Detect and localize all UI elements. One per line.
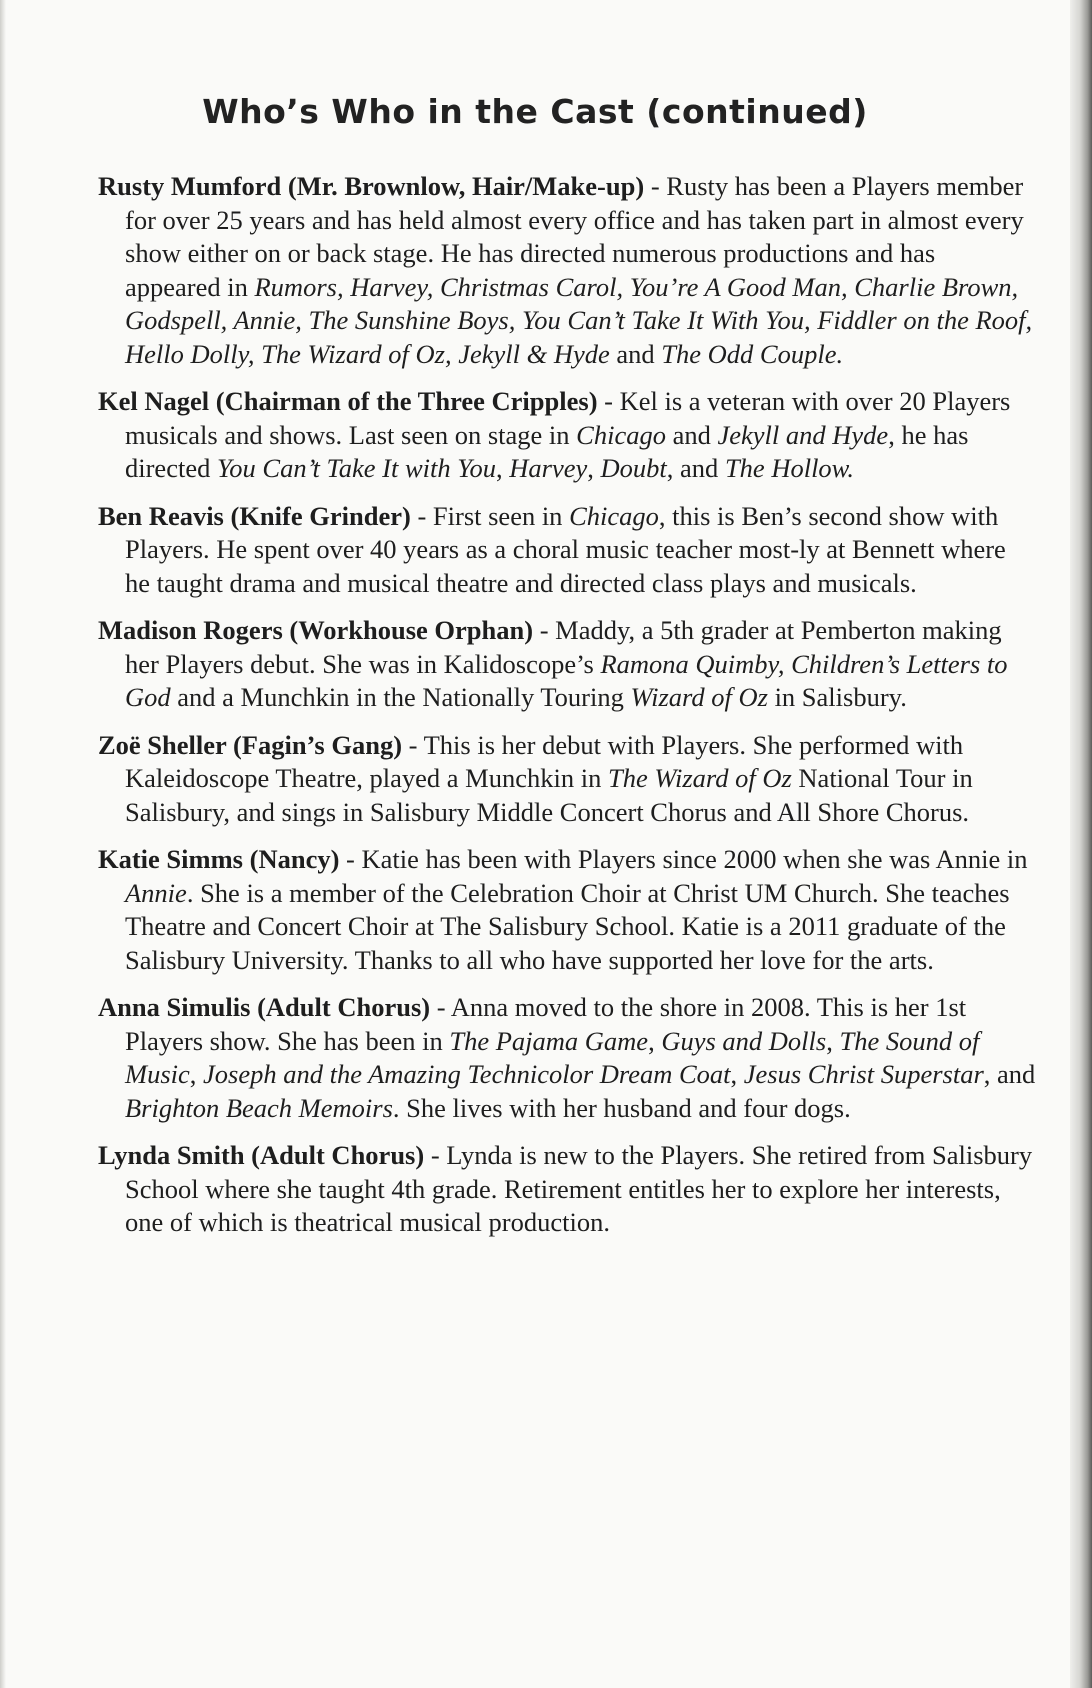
page-right-edge xyxy=(1070,0,1092,1688)
bio-text: , xyxy=(587,453,601,483)
cast-bio-entry xyxy=(98,385,1036,486)
cast-bio-entry xyxy=(98,729,1036,830)
bio-text: - This is her debut with Players. She performed with Kaleidoscope Theatre, played a Munchkin in xyxy=(125,729,964,793)
bio-title-text: The Odd Couple. xyxy=(661,338,844,369)
bio-text: . She lives with her husband and four dogs. xyxy=(392,1092,851,1123)
bio-text: - First seen in xyxy=(410,500,570,531)
cast-bio-entry xyxy=(98,500,1036,601)
bio-text: - Kel is a veteran with over 20 Players musicals and shows. Last seen on stage in xyxy=(125,386,1011,450)
bio-title-text: Annie xyxy=(125,877,187,908)
cast-member-name: Zoë Sheller (Fagin’s Gang) xyxy=(98,729,403,760)
cast-bio-entry xyxy=(98,1139,1036,1240)
bio-title-text: The Wizard of Oz xyxy=(607,763,792,793)
cast-member-name: Ben Reavis (Knife Grinder) xyxy=(98,500,411,531)
bio-title-text: Chicago xyxy=(576,419,666,450)
cast-bio-entry xyxy=(98,614,1036,715)
bio-text: - Maddy, a 5th grader at Pemberton making her Players debut. She was in Kalidoscope’s xyxy=(125,615,1002,679)
bio-title-text: The Hollow. xyxy=(724,453,855,483)
cast-member-name: Katie Simms (Nancy) xyxy=(98,844,340,874)
bio-text: , xyxy=(189,1059,204,1089)
cast-bio-list xyxy=(98,170,1036,1254)
bio-title-text: Joseph and the Amazing Technicolor Dream Coat xyxy=(203,1059,731,1089)
bio-text: National Tour in Salisbury, and sings in Salisbury Middle Concert Chorus and All Shore Chorus. xyxy=(125,763,973,827)
bio-title-text: Ramona Quimby, Children’s Letters to God xyxy=(125,648,1008,712)
bio-text: and xyxy=(665,419,718,450)
cast-bio-entry xyxy=(98,843,1036,977)
bio-title-text: Wizard of Oz xyxy=(630,682,768,712)
bio-text: - Katie has been with Players since 2000 when she was Annie in xyxy=(339,844,1028,874)
cast-bio-entry xyxy=(98,991,1036,1125)
bio-title-text: The Sound of Music xyxy=(125,1025,980,1089)
bio-title-text: Rumors, Harvey, Christmas Carol, You’re A Good Man, Charlie Brown, Godspell, Annie, The Sunshine Boys, You Can’t Take It With You, Fiddler on the Roof, Hello Dolly, The Wizard of Oz, Jekyll & Hyde xyxy=(125,271,1033,369)
page-left-edge xyxy=(0,0,6,1688)
bio-text: , and xyxy=(983,1059,1036,1089)
bio-title-text: You Can’t Take It with You xyxy=(216,453,497,483)
bio-text: , xyxy=(826,1025,840,1056)
cast-bio-entry xyxy=(98,170,1036,371)
bio-title-text: Doubt xyxy=(600,453,667,483)
bio-text: and a Munchkin in the Nationally Touring xyxy=(170,682,631,712)
cast-member-name: Madison Rogers (Workhouse Orphan) xyxy=(98,615,534,645)
bio-text: , xyxy=(730,1059,744,1089)
bio-text: - Anna moved to the shore in 2008. This is her 1st Players show. She has been in xyxy=(125,992,967,1056)
page-title: Who’s Who in the Cast (continued) xyxy=(202,92,868,131)
bio-text: - Rusty has been a Players member for over 25 years and has held almost every office and has taken part in almost every show either on or back stage. He has directed numerous productions and has appeared in xyxy=(125,171,1024,302)
cast-member-name: Anna Simulis (Adult Chorus) xyxy=(98,992,431,1022)
bio-title-text: Jesus Christ Superstar xyxy=(743,1059,984,1089)
cast-member-name: Rusty Mumford (Mr. Brownlow, Hair/Make-up) xyxy=(98,171,645,201)
bio-text: , and xyxy=(666,453,725,483)
bio-text: , xyxy=(496,453,510,483)
bio-text: - Lynda is new to the Players. She retired from Salisbury School where she taught 4th grade. Retirement entitles her to explore her interests, one of which is theatrical musical production. xyxy=(125,1140,1033,1237)
bio-title-text: Harvey xyxy=(509,453,588,483)
bio-text: , he has directed xyxy=(125,419,969,483)
bio-text: . She is a member of the Celebration Choir at Christ UM Church. She teaches Theatre and Concert Choir at The Salisbury School. Katie is a 2011 graduate of the Salisbury University. Thanks to all who have supported her love for the arts. xyxy=(125,877,1010,975)
cast-member-name: Lynda Smith (Adult Chorus) xyxy=(98,1140,425,1170)
bio-title-text: Brighton Beach Memoirs xyxy=(125,1092,393,1123)
bio-title-text: Guys and Dolls xyxy=(661,1025,827,1056)
bio-text: , xyxy=(648,1025,662,1056)
bio-text: in Salisbury. xyxy=(767,682,907,712)
bio-title-text: Chicago xyxy=(569,500,659,531)
cast-member-name: Kel Nagel (Chairman of the Three Cripples) xyxy=(98,386,598,416)
bio-title-text: The Pajama Game xyxy=(449,1025,649,1056)
bio-title-text: Jekyll and Hyde xyxy=(717,419,889,450)
bio-text: , this is Ben’s second show with Players. He spent over 40 years as a choral music teacher most-ly at Bennett where he taught drama and musical theatre and directed class plays and musicals. xyxy=(125,500,1006,598)
bio-text: and xyxy=(609,338,662,369)
